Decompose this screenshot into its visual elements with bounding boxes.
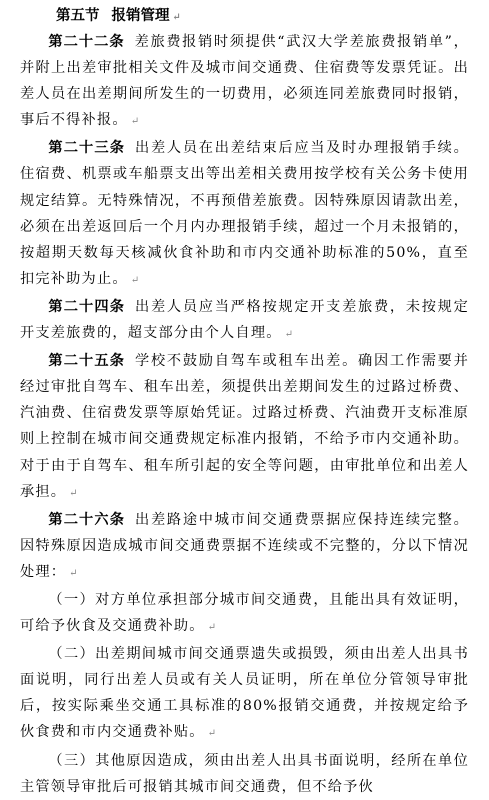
list-item-text: （三）其他原因造成，须由出差人出具书面说明，经所在单位主管领导审批后可报销其城市间交通费，但不给予伙: [20, 752, 469, 795]
article-text: 出差人员应当严格按规定开支差旅费，未按规定开支差旅费的，超支部分由个人自理。: [20, 298, 469, 342]
paragraph-mark-icon: ↵: [130, 116, 140, 128]
paragraph-mark-icon: ↵: [284, 329, 293, 341]
article-paragraph: [20, 294, 469, 348]
article-paragraph: [20, 348, 469, 507]
paragraph-mark-icon: ↵: [130, 274, 140, 286]
section-title: 报销管理: [111, 7, 170, 24]
article-label: 第二十三条: [48, 140, 126, 157]
article-label: 第二十五条: [48, 353, 126, 370]
paragraph-mark-icon: ↵: [172, 12, 181, 23]
article-text: 出差路途中城市间交通费票据应保持连续完整。因特殊原因造成城市间交通费票据不连续或不完整的，分以下情况处理：: [20, 511, 469, 580]
article-label: 第二十六条: [48, 511, 126, 528]
article-paragraph: [20, 507, 469, 587]
article-text: 差旅费报销时须提供“武汉大学差旅费报销单”，并附上出差审批相关文件及城市间交通费、住宿费等发票凭证。出差人员在出差期间所发生的一切费用，必须连同差旅费同时报销，事后不得补报。: [20, 34, 469, 129]
section-number: 第五节: [56, 7, 100, 24]
article-label: 第二十四条: [48, 298, 126, 315]
list-item: [20, 587, 469, 641]
list-item: [20, 748, 469, 800]
article-label: 第二十二条: [48, 34, 125, 50]
list-item-text: （一）对方单位承担部分城市间交通费，且能出具有效证明，可给予伙食及交通费补助。: [20, 591, 469, 635]
paragraph-mark-icon: ↵: [207, 622, 217, 634]
article-paragraph: [20, 29, 469, 135]
paragraph-mark-icon: ↵: [69, 487, 78, 499]
article-text: 学校不鼓励自驾车或租车出差。确因工作需要并经过审批自驾车、租车出差，须提供出差期间发生的过路过桥费、汽油费、住宿费发票等原始凭证。过路过桥费、汽油费开支标准原则上控制在城市间交通费规定标准内报销，不给予市内交通补助。对于由于自驾车、租车所引起的安全等问题，由审批单位和出差人承担。: [20, 353, 469, 500]
paragraph-mark-icon: ↵: [207, 728, 217, 740]
paragraph-mark-icon: ↵: [69, 567, 78, 579]
list-item: [20, 641, 469, 747]
article-text: 出差人员在出差结束后应当及时办理报销手续。住宿费、机票或车船票支出等出差相关费用按学校有关公务卡使用规定结算。无特殊情况，不再预借差旅费。因特殊原因请款出差，必须在出差返回后一个月内办理报销手续，超过一个月未报销的，按超期天数每天核减伙食补助和市内交通补助标准的50%，直至扣完补助为止。: [20, 140, 469, 287]
article-paragraph: [20, 135, 469, 294]
section-heading: [56, 3, 469, 29]
list-item-text: （二）出差期间城市间交通票遗失或损毁，须由出差人出具书面说明，同行出差人员或有关人员证明，所在单位分管领导审批后，按实际乘坐交通工具标准的80%报销交通费，并按规定给予伙食费和市内交通费补贴。: [20, 646, 469, 741]
